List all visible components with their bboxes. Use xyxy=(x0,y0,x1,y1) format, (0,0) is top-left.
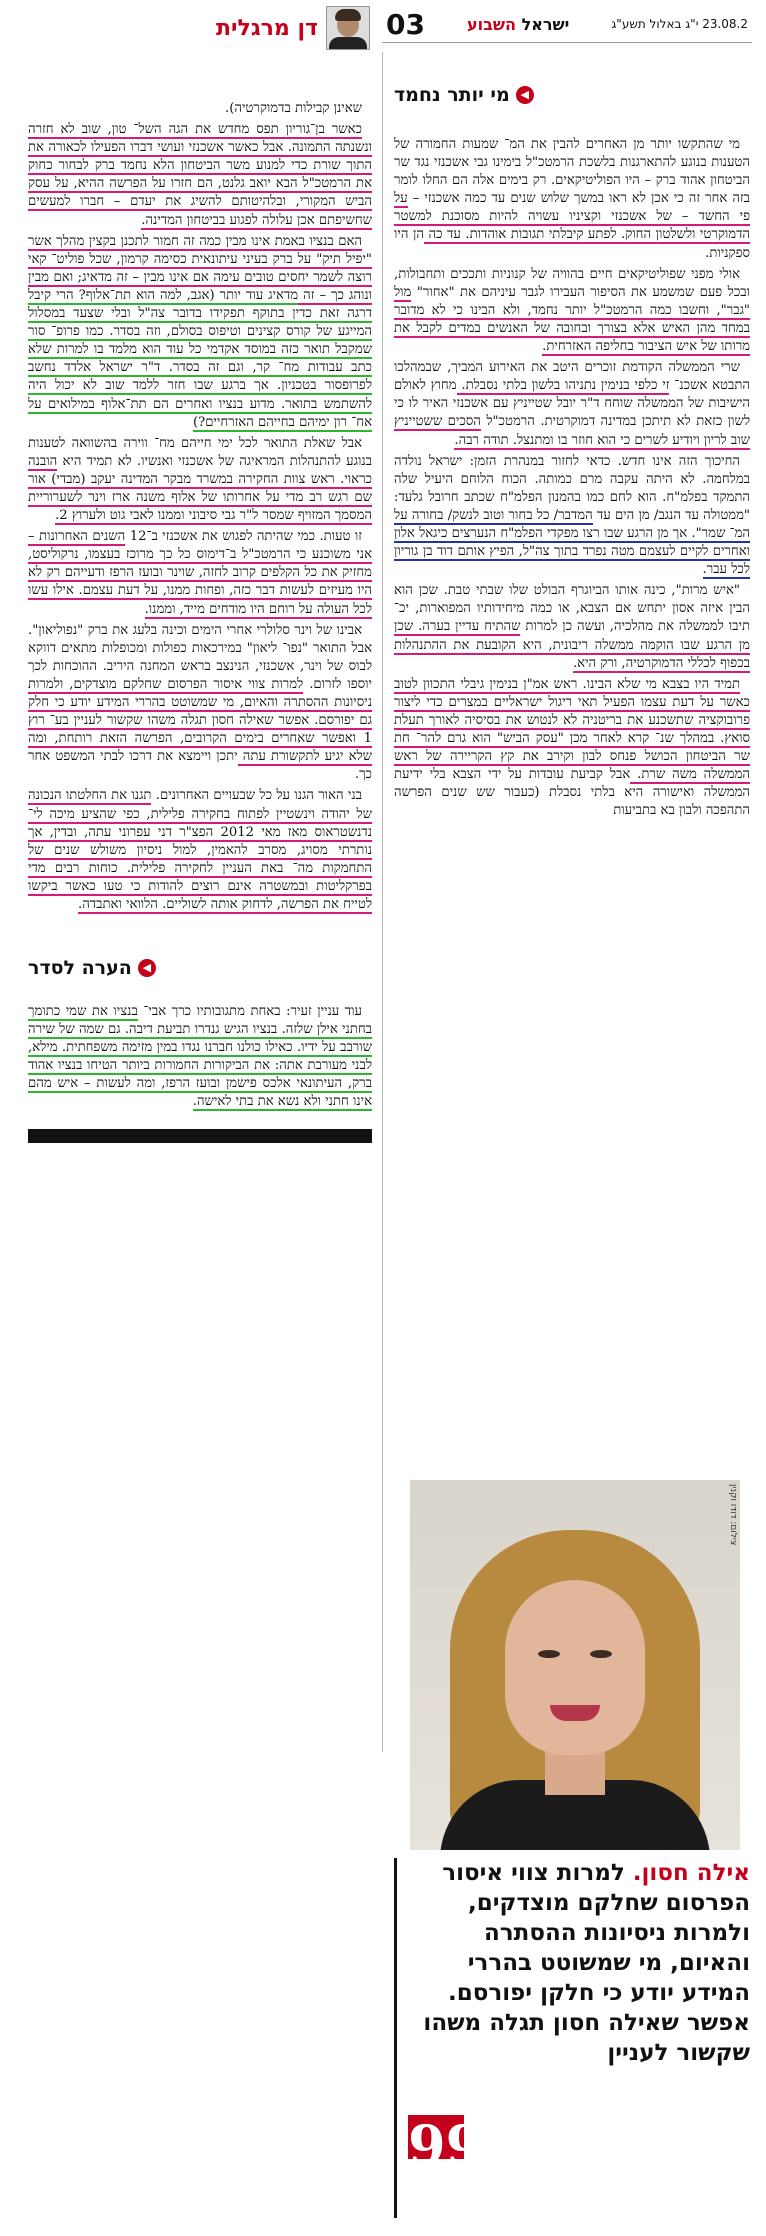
left-paragraph xyxy=(28,233,372,432)
highlighted-text: האם בנציו באמת אינו מבין כמה זה חמור xyxy=(148,233,362,249)
highlighted-text: זי כלפי בנימין נתניהו בלשון בלתי נסבלת. xyxy=(456,378,670,394)
body-text: הממשלה ואישורה היא בלתי נסבלת (כעבור xyxy=(494,785,751,801)
right-paragraph xyxy=(394,676,750,821)
body-text: אם הצבא, או כמה מיחידותיו המפוארות, יכ־ xyxy=(394,601,632,617)
body-text: אבל שאלת התואר לכל ימי חייהם מח־ xyxy=(147,435,363,451)
highlighted-text: ולא הבינו כי לא מדובר במחד מהן האיש אלא xyxy=(394,302,750,336)
highlighted-text: סור שמקבל תואר כזה במוסד אקדמי כל עוד xyxy=(28,324,372,358)
body-text: בלשכת הרמטכ"ל בימינו גבי אשכנזי נגד שר xyxy=(394,155,616,171)
highlighted-text: קיבל דרגה זאת כדין בתוקף תפקידו בדובר xyxy=(28,287,373,322)
highlighted-text: קצינים וטיפוס בסולם, וזה בסדר. כמו פרופ־ xyxy=(45,324,281,340)
highlighted-text: את בסיסיה לאורך תעלת סואץ. במהלך שנ־ xyxy=(394,712,750,746)
body-text: הזמן: ישראל נולדה במלחמה. לא היתה עקבה xyxy=(394,453,750,487)
body-text: שמעות החמורה של הטענות בנוגע להתארגנות xyxy=(394,137,750,171)
section-name-b: השבוע xyxy=(466,14,516,34)
highlighted-text: החוק. לפתע קיבלתי תגובות אוהדות. עד כה xyxy=(423,227,652,243)
author-photo xyxy=(326,6,370,50)
highlighted-text: המסמך המזויף שמסר ל"ר גבי סיבוני וממנו xyxy=(153,508,372,524)
body-text: שאינן קבילות בדמוקרטיה). xyxy=(225,101,362,116)
highlighted-text: שאילה חסון תגלה משהו שקשור לעניין בע־ xyxy=(44,713,274,729)
highlighted-text: הוא מלמד בו למרות שלא כתב עבודות מח־ xyxy=(28,342,373,376)
body-text: ווירה בהשוואה לטענות בנוגע להתנהלות xyxy=(28,435,372,469)
note-paragraph xyxy=(28,1003,372,1112)
body-text: אבינו של וינר סלולרי אחרי הימים וכינה xyxy=(157,622,363,638)
highlighted-text: חת שר הביטחון הכושל פנחס לבון וקירב את xyxy=(394,731,750,765)
highlighted-text: שוב לא יכול היה להשתמש בתואר. מדוע xyxy=(28,378,372,412)
left-paragraph xyxy=(28,528,372,618)
photo-credit: צילום: דודו וקנין xyxy=(728,1484,738,1546)
body-text: מי שהתקשו יותר מן האחרים להבין את המ־ xyxy=(498,137,740,152)
left-paragraph xyxy=(28,435,372,525)
highlighted-text: רוץ 1 ואפשר שאחרים בימים הקרובים, הפרשה xyxy=(28,713,373,747)
highlighted-text: תמיד היו בצבא מי שלא הבינו. ראש אמ"ן xyxy=(518,676,741,692)
body-text: החיכוך הזה אינו חדש. כדאי לחזור במנהרת xyxy=(496,453,740,469)
body-text: בפלמ"ח. הוא לחם כמו בהמנון הפלמ"ח שכתב xyxy=(458,489,708,505)
body-text: אולי מפני שפוליטיקאים חיים בהוויה של xyxy=(525,266,740,282)
highlighted-text: חזרו על הפרשה ההיא, על עסק הביש המקורי, xyxy=(28,176,372,210)
highlighted-text: ברק, העיתונאי אלכס פישמן ובועז הרפז, ומה xyxy=(130,1076,372,1092)
highlighted-text: קרא לאחר מכן "עסק הביש" הוא גרם להר־ xyxy=(409,731,650,746)
highlighted-text: מבין – זה מדאיג; ואם מבין ונוהג כך – זה xyxy=(28,269,372,303)
highlighted-text: העולה על רוחם היו מודחים מייד, וממנו. xyxy=(144,601,350,617)
issue-date: 23.08.2 י"ג באלול תשע"ג xyxy=(611,17,748,31)
body-text: שש שנים הפרשה התהפכה ולבון בא בתביעות xyxy=(394,785,750,819)
article-column-left xyxy=(28,100,372,917)
page-number: 03 xyxy=(386,7,425,41)
body-text: קנוניות ותככים ותחבולות, ובכל פעם שמשמע xyxy=(394,266,750,300)
highlighted-text: ולמרות ניסיונות ההסתרה והאיום, מי שמשוטט xyxy=(28,676,372,710)
body-text: בימים אלה הם החלו לומר בזה אחר זה כי אכן xyxy=(394,173,750,207)
body-text: ליאון" במירכאות כפולות ומכופלות מתאים xyxy=(56,640,278,656)
highlighted-text: להיות מסוכנת למשטר הדמוקרטי ולשלטון xyxy=(394,209,750,243)
highlighted-text: צה"ל ובלי שצעד במסלול המייגע של קורס xyxy=(28,306,372,340)
pull-quote xyxy=(404,1858,750,2068)
highlighted-text: שחשיפתם אכן עלולה לפגוע בביטחון המדינה. xyxy=(141,212,372,228)
highlighted-text: קאי רוצה לשמר יחסים טובים עימה אם אינו xyxy=(28,251,372,285)
right-paragraph xyxy=(394,266,750,356)
highlighted-text: הביקורות החמורות ביותר הטיחו בנציו אהוד xyxy=(28,1058,250,1074)
highlighted-text: פרובוקציה שתשכנע את בריטניה לא לנטוש xyxy=(521,712,750,728)
highlighted-text: אחרותו של אלוף משנה ארז וינר לשערוריית xyxy=(28,489,260,505)
highlighted-text: לעשות – איש מהם אינו חתני ולא נשא את xyxy=(28,1076,372,1110)
highlighted-text: מרותו של איש הציבור בחליפה האזרחית. xyxy=(542,339,750,355)
body-text: מרם כמותה. הכוח הלוחם היעיל שלה התמקד xyxy=(394,471,750,505)
highlighted-text: הזאת רותחת, ומה שלא יגיע לתקשורת עתה xyxy=(28,731,372,765)
highlighted-text: תגנו את החלטתו הנכונה של יהודה וינשטיין xyxy=(28,788,372,822)
section-heading-note xyxy=(28,957,372,979)
page-header xyxy=(0,0,766,52)
section-heading-right xyxy=(394,84,750,106)
highlighted-text: ב־דימוס כל כך מרוכז בעצמו, נרקוליסט, מחזיק xyxy=(28,547,372,581)
highlighted-text: ובלהיטותם להשיג את יעדם – חברו למעשים xyxy=(28,194,286,210)
quote-rule xyxy=(394,1858,397,2218)
highlighted-text: טעו כאשר ביקשו לטייח את הפרשה, לדחוק xyxy=(28,878,372,913)
highlighted-text: בפרקליטות ובמשטרה אינם רוצים להודות כי xyxy=(122,878,372,894)
highlighted-text: קר, וגם זה בסדר. ד"ר ישראל אלדד נחשב xyxy=(28,360,271,376)
highlighted-text: ממשלה ריבונית, היא הקובעת את ההתנהלות xyxy=(394,637,634,653)
body-text: הביטחון אהוד ברק – היו הפוליטיקאים. רק xyxy=(528,173,750,189)
article-column-right xyxy=(394,136,750,823)
highlighted-text: הובנה כראוי. ראש צוות החקירה במשרד מבקר xyxy=(28,453,372,487)
left-paragraph xyxy=(28,121,372,230)
highlighted-text: בנימין גיבלי התכוון לטוב כאשר על דעת עצמו xyxy=(394,676,750,710)
highlighted-text: המדבר/ כל בחור וטוב לנשק/ בחורה על המ־ xyxy=(394,507,750,541)
highlighted-text: מזימה משפחתית. מילא, לבני מעורבת אתה: את xyxy=(28,1040,372,1074)
highlighted-text: ופחות ממנו, על דעת עצמם. אילו עשו לכל xyxy=(28,583,372,617)
body-text: "איש מרות", כינה אותו הביוגרף הבולט שלו xyxy=(503,583,741,599)
body-text: בני האור הגנו על כל שבעויים האחרונים. xyxy=(151,788,362,804)
photo-ayala-hasson xyxy=(410,1480,740,1850)
highlighted-text: טון, שוב לא חזרה ונשנתה התמונה. אבל כאשר xyxy=(28,122,372,156)
highlighted-text: שהתיח עדיין בערה. שכן מן הרגע שבו הוקמה xyxy=(394,619,751,653)
highlighted-text: מדאיג עוד יותר (אגב, למה הוא תת־אלוף? הרי xyxy=(51,287,299,303)
highlighted-text: לפרופסור בטכניון. אך ברגע שבו חזר ללמד xyxy=(124,378,372,394)
column-end-bar xyxy=(28,1129,372,1143)
highlighted-text: לבחור כחוק את הרמטכ"ל הבא יואב גלנט, הם xyxy=(28,158,372,192)
column-divider xyxy=(382,52,383,1752)
chevron-left-icon: ◀ xyxy=(138,959,156,977)
highlighted-text: שמר". אך מן הרגע שבו רצו מפקדי הפלמ"ח xyxy=(496,525,726,541)
highlighted-text: בצורך ובחובה של האנשים במדים לקבל את xyxy=(394,320,628,336)
pull-quote-text: למרות צווי איסור הפרסום שחלקם מוצדקים, ולמרות ניסיונות ההסתרה והאיום, מי שמשוטט בהררי המידע יודע כי חלקן יפורסם. אפשר שאילה חסון תגלה משהו שקשור לעניין xyxy=(423,1860,750,2066)
body-text: האירוע המביך, שבמהלכו התבטא אשכנ־ xyxy=(394,360,751,394)
body-text: כזאת לא תיתכן במדינה דמוקרטית. הרמטכ"ל xyxy=(480,414,723,430)
note-title: הערה לסדר xyxy=(28,957,132,979)
body-text: חרובל גלעד: "ממטולה עד הנגב/ מן הים עד xyxy=(394,489,750,523)
highlighted-text: גוריון לכל עבר. xyxy=(394,544,750,578)
columnist-name: דן מרגלית xyxy=(216,15,318,41)
body-text: שרי הממשלה הקודמת זוכרים היטב את xyxy=(525,360,740,376)
section-title: מי יותר נחמד xyxy=(394,84,510,106)
highlighted-text: על פי החשד – של אשכנזי וקציניו עשויה xyxy=(394,191,751,225)
section-tag xyxy=(467,15,569,34)
body-text: לא ראו במשך שלוש שנים עד כמה אשכנזי – xyxy=(407,191,646,207)
body-text: שבתי טבת. שכן הוא הבין איזה אסון יתחש xyxy=(394,583,750,617)
highlighted-text: למרות צווי איסור הפרסום שחלקם מוצדקים, xyxy=(63,676,304,692)
highlighted-text: מול "גבר", וחשבו כמה הרמטכ"ל יותר נחמד, xyxy=(394,284,751,318)
highlighted-text: לאבי גוט ולערוץ 2. xyxy=(55,508,154,524)
highlighted-text: אשכנזי ועושי דברו הפעילו לכאורה את התוך xyxy=(28,140,372,174)
body-text: מחוץ לאולם הישיבות של הממשלה שוחח ד"ר xyxy=(394,378,750,412)
body-text: תיבו לממשלה את מהלכיה, ועשה כן למרות xyxy=(520,619,750,635)
body-text: בלעג את ברק "נפוליאון". אבל התואר "נפו־ xyxy=(28,622,372,656)
body-text: זו טעות. כמי שהיתה לפגוש את אשכנזי ב־12 xyxy=(125,529,362,545)
body-text: המראיגה של אשכנזי ואנשיו. לא תמיד היא xyxy=(57,453,285,469)
left-paragraph xyxy=(28,100,372,118)
highlighted-text: הנערצים כיגאל אלון ואחרים לקיים לעצמם xyxy=(394,525,750,560)
body-text: את הסיפור העבירו לגבר עיניהם את "אחור" xyxy=(411,284,647,300)
body-text: המחנה היריב. ההוכחות לכך יוספו לזרום. xyxy=(28,658,372,692)
highlighted-text: קץ הקריירה של ראש הממשלה משה שרת. xyxy=(394,749,750,783)
right-paragraph xyxy=(394,453,750,580)
highlighted-text: את כל הקלפים קרוב לחזה, שוינר ובועז הרפז xyxy=(104,565,338,581)
highlighted-text: רון ימיהם בחייהם האזרחיים?) xyxy=(192,414,348,430)
highlighted-text: הגיש גנדרו תביעת דיבה. גם שמה של שירה xyxy=(28,1022,249,1038)
note-column xyxy=(28,1003,372,1115)
highlighted-text: אותה לשוליים. הלוואי ואתבדה. xyxy=(78,897,238,913)
highlighted-text: שורת כדי למנוע משר הביטחון הלא נחמד ברק xyxy=(88,158,341,174)
body-text: יובל שטייניץ עם אשכנזי האיר לו כי לשון xyxy=(394,396,750,430)
highlighted-text: לתכנן בקצין מהלך אשר "יפיל תיק" על ברק xyxy=(28,233,372,267)
highlighted-text: למול ניסיון משולש שנים של התחמקות מה־ xyxy=(28,842,372,876)
right-paragraph xyxy=(394,136,750,263)
highlighted-text: בעיני עיתונאית כסימה קרמון, שכל פוליט־ xyxy=(46,251,268,267)
highlighted-text: לפתוח בחקירה פלילית, כפי שהציע מיכה לי־ xyxy=(28,806,270,822)
highlighted-text: השנים האחרונות – אני משוכנע כי הרמטכ"ל xyxy=(28,529,372,563)
body-text: דווקא לבוס של וינר, אשכנזי, הנינצב בראש xyxy=(28,640,372,674)
highlighted-text: בכפוף לכללי הדמוקרטיה, ורק היא. xyxy=(572,655,750,671)
right-paragraph xyxy=(394,582,750,672)
quote-mark-icon: 99 xyxy=(408,2113,484,2177)
highlighted-text: ודעייהם רק לא היו מעיזים לעשות דבר כזה, xyxy=(28,565,372,599)
pull-quote-name: אילה חסון. xyxy=(632,1860,750,1886)
body-text: אבל קביעת עובדות על ידי הצבא בלי ידיעת xyxy=(394,767,631,783)
highlighted-text: הפעיל תאי ריגול ישראליים במצרים כדי ליצור xyxy=(394,694,635,710)
highlighted-text: בהררי המידע יודע כי חלק גם יפורסם. אפשר xyxy=(28,695,372,729)
chevron-left-icon: ◀ xyxy=(516,86,534,104)
highlighted-text: בנציו ואחרים הם תת־אלוף במילואים על אח־ xyxy=(28,396,372,430)
right-paragraph xyxy=(394,359,750,449)
highlighted-text: שורבב על ידיו. כאילו כולנו חברנו נגדו במין xyxy=(152,1040,372,1056)
highlighted-text: כאשר בן־גוריון תפס מחדש את הגה השל־ xyxy=(126,122,362,138)
left-paragraph xyxy=(28,622,372,785)
left-paragraph xyxy=(28,787,372,914)
highlighted-text: המדינה יעקב (מבדי) אור שם רגש רב מדי על xyxy=(28,471,373,505)
body-text: הן היו ספקניות. xyxy=(394,227,750,261)
section-name-a: ישראל xyxy=(521,14,570,34)
body-text: יתכן ויימצא את דרכו לבתי המשפט אחר כך. xyxy=(28,749,372,783)
highlighted-text: באת העניין לחקירה פלילית. כוחות רבים מדי xyxy=(28,860,284,876)
highlighted-text: בתי לאישה. xyxy=(192,1094,254,1110)
body-text: עוד עניין זעיר: באחת מתגובותיו כרך אבי־ xyxy=(137,1004,362,1019)
highlighted-text: הסכים ששטייניץ שוב לריון ויודיע לשרים כי xyxy=(394,414,750,448)
highlighted-text: מטה נפרד בתוך צה"ל, הפיץ אותם דוד בן xyxy=(418,544,635,560)
columnist-byline xyxy=(120,6,370,50)
highlighted-text: עתה, ובדין, אך נותרתי מסויג, מסרב להאמין, xyxy=(28,824,373,858)
highlighted-text: בנציו את שמי כתומך בחתני אילן שלזה. בנציו xyxy=(28,1004,372,1038)
masthead xyxy=(382,6,752,43)
highlighted-text: נדנשטראוס מאז מאי 2012 הפצ"ר דני עפרוני xyxy=(111,824,372,840)
highlighted-text: הוא חוזר בו ומתנצל. תודה רבה. xyxy=(454,432,617,448)
